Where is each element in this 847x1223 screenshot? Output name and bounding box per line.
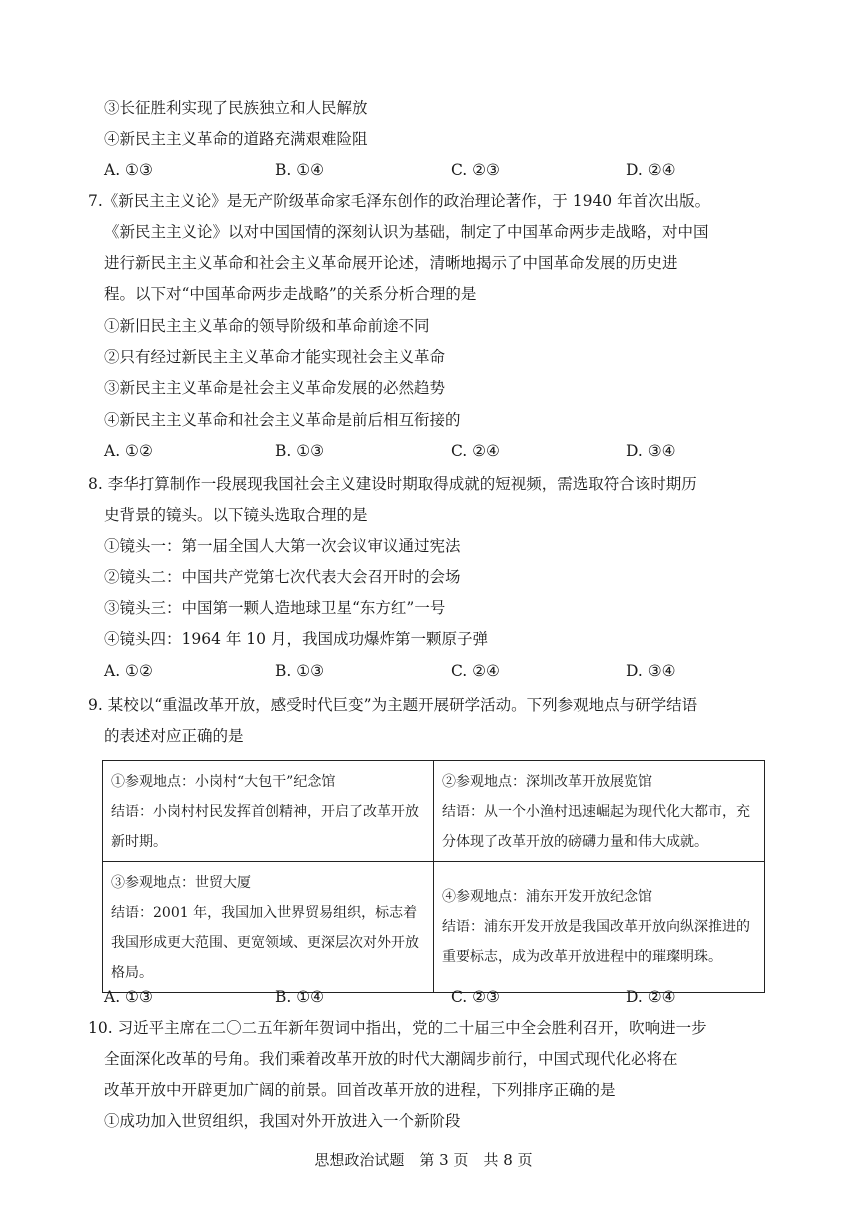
q7-option-a: A. ①② <box>104 442 153 460</box>
q7-option-c: C. ②④ <box>451 442 500 460</box>
q7-stem-line-1: 7.《新民主主义论》是无产阶级革命家毛泽东创作的政治理论著作，于 1940 年首次出版。 <box>88 192 711 210</box>
q9-cell-2-place: ②参观地点：深圳改革开放展览馆 <box>442 774 652 790</box>
q10-stem-line-2: 全面深化改革的号角。我们乘着改革开放的时代大潮阔步前行，中国式现代化必将在 <box>104 1050 678 1068</box>
q6-options <box>104 160 744 180</box>
q9-cell-3-place: ③参观地点：世贸大厦 <box>111 875 251 891</box>
q7-option-b: B. ①③ <box>275 442 325 460</box>
q10-stem-line-1: 10. 习近平主席在二〇二五年新年贺词中指出，党的二十届三中全会胜利召开，吹响进一步 <box>88 1019 707 1037</box>
q9-cell-2 <box>434 761 765 862</box>
q9-cell-4-note: 结语：浦东开发开放是我国改革开放向纵深推进的重要标志，成为改革开放进程中的璀璨明珠。 <box>442 919 750 965</box>
q6-item-3: ③长征胜利实现了民族独立和人民解放 <box>104 99 368 117</box>
q7-stem-line-2: 《新民主主义论》以对中国国情的深刻认识为基础，制定了中国革命两步走战略，对中国 <box>104 223 709 241</box>
q9-options <box>104 987 744 1007</box>
q8-option-b: B. ①③ <box>275 662 325 680</box>
q6-option-d: D. ②④ <box>626 161 676 179</box>
q8-stem-line-1: 8. 李华打算制作一段展现我国社会主义建设时期取得成就的短视频，需选取符合该时期历 <box>88 475 697 493</box>
q7-item-2: ②只有经过新民主主义革命才能实现社会主义革命 <box>104 348 446 366</box>
q9-cell-1-place: ①参观地点：小岗村“大包干”纪念馆 <box>111 774 336 790</box>
q7-stem-line-3: 进行新民主主义革命和社会主义革命展开论述，清晰地揭示了中国革命发展的历史进 <box>104 254 678 272</box>
q10-item-1: ①成功加入世贸组织，我国对外开放进入一个新阶段 <box>104 1112 461 1130</box>
q9-stem-line-2: 的表述对应正确的是 <box>104 727 244 745</box>
q9-cell-3 <box>103 862 434 993</box>
q6-item-4: ④新民主主义革命的道路充满艰难险阻 <box>104 130 368 148</box>
q9-table <box>102 760 765 993</box>
q8-stem-line-2: 史背景的镜头。以下镜头选取合理的是 <box>104 506 368 524</box>
q7-item-1: ①新旧民主主义革命的领导阶级和革命前途不同 <box>104 317 430 335</box>
q8-item-4: ④镜头四：1964 年 10 月，我国成功爆炸第一颗原子弹 <box>104 630 488 648</box>
q7-item-3: ③新民主主义革命是社会主义革命发展的必然趋势 <box>104 379 446 397</box>
q7-option-d: D. ③④ <box>626 442 676 460</box>
q9-cell-1 <box>103 761 434 862</box>
q6-option-b: B. ①④ <box>275 161 325 179</box>
page-footer: 思想政治试题 第 3 页 共 8 页 <box>314 1151 533 1169</box>
q9-option-d: D. ②④ <box>626 988 676 1006</box>
q9-stem-line-1: 9. 某校以“重温改革开放，感受时代巨变”为主题开展研学活动。下列参观地点与研学结语 <box>88 696 698 714</box>
q9-option-c: C. ②③ <box>451 988 500 1006</box>
q6-option-a: A. ①③ <box>104 161 153 179</box>
q9-cell-1-note: 结语：小岗村村民发挥首创精神，开启了改革开放新时期。 <box>111 804 419 850</box>
q9-cell-3-note: 结语：2001 年，我国加入世界贸易组织，标志着我国形成更大范围、更宽领域、更深层次对外开放格局。 <box>111 905 419 981</box>
q6-option-c: C. ②③ <box>451 161 500 179</box>
q7-stem-line-4: 程。以下对“中国革命两步走战略”的关系分析合理的是 <box>104 285 477 303</box>
q8-item-1: ①镜头一：第一届全国人大第一次会议审议通过宪法 <box>104 537 461 555</box>
q8-item-2: ②镜头二：中国共产党第七次代表大会召开时的会场 <box>104 568 461 586</box>
q9-option-a: A. ①③ <box>104 988 153 1006</box>
q8-item-3: ③镜头三：中国第一颗人造地球卫星“东方红”一号 <box>104 599 446 617</box>
q7-options <box>104 441 744 461</box>
q9-cell-2-note: 结语：从一个小渔村迅速崛起为现代化大都市，充分体现了改革开放的磅礴力量和伟大成就。 <box>442 804 750 850</box>
q7-item-4: ④新民主主义革命和社会主义革命是前后相互衔接的 <box>104 411 461 429</box>
q10-stem-line-3: 改革开放中开辟更加广阔的前景。回首改革开放的进程，下列排序正确的是 <box>104 1081 616 1099</box>
q9-cell-4-place: ④参观地点：浦东开发开放纪念馆 <box>442 889 652 905</box>
q8-option-d: D. ③④ <box>626 662 676 680</box>
q8-options <box>104 661 744 681</box>
q9-option-b: B. ①④ <box>275 988 325 1006</box>
q9-cell-4 <box>434 862 765 993</box>
q8-option-c: C. ②④ <box>451 662 500 680</box>
q8-option-a: A. ①② <box>104 662 153 680</box>
